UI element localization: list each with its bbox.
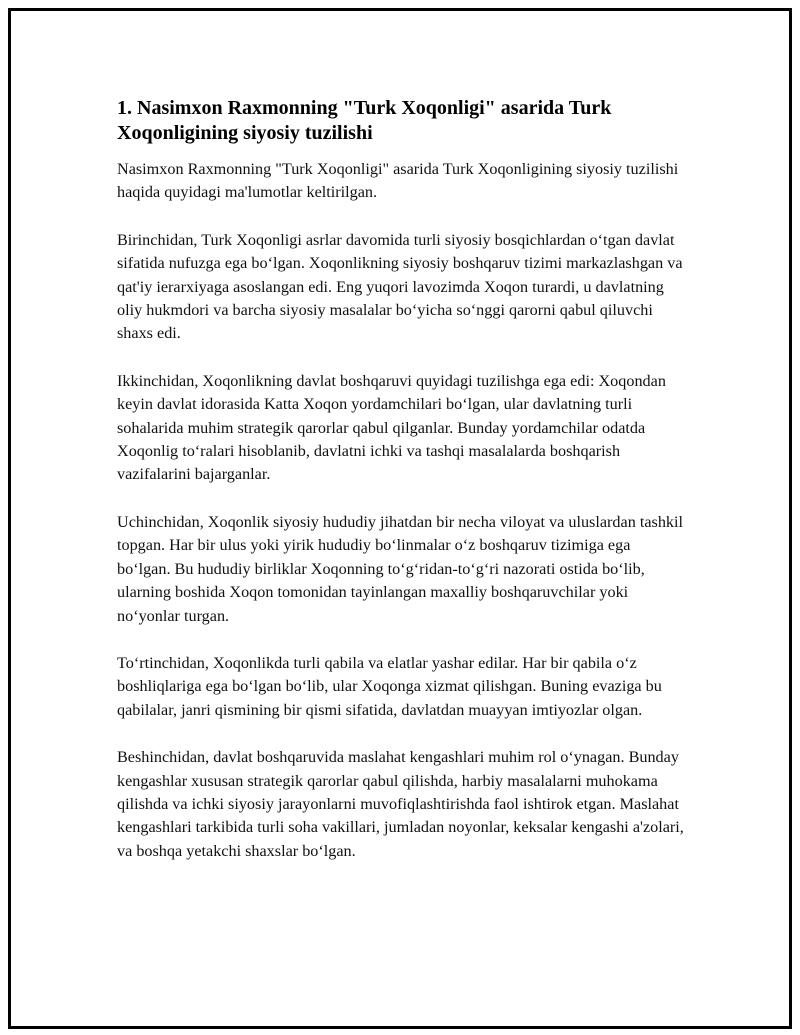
paragraph-fifth: Beshinchidan, davlat boshqaruvida maslahat kengashlari muhim rol o‘ynagan. Bunday kengashlar xususan strategik qarorlar qabul qilishda, harbiy masalalarni muhokama qilishda va ichki siyosiy jarayonlarni muvofiqlashtirishda faol ishtirok etgan. Maslahat kengashlari tarkibida turli soha vakillari, jumladan noyonlar, keksalar kengashi a'zolari, va boshqa yetakchi shaxslar bo‘lgan. — [117, 748, 684, 860]
paragraph-intro: Nasimxon Raxmonning "Turk Xoqonligi" asarida Turk Xoqonligining siyosiy tuzilishi haqida quyidagi ma'lumotlar keltirilgan. — [117, 160, 679, 202]
paragraph-second: Ikkinchidan, Xoqonlikning davlat boshqaruvi quyidagi tuzilishga ega edi: Xoqondan keyin davlat idorasida Katta Xoqon yordamchilari bo‘lgan, ular davlatning turli sohalarida muhim strategik qarorlar qabul qilganlar. Bunday yordamchilar odatda Xoqonlig to‘ralari hisoblanib, davlatni ichki va tashqi masalalarda boshqarish vazifalarini bajarganlar. — [117, 371, 666, 484]
paragraph-first: Birinchidan, Turk Xoqonligi asrlar davomida turli siyosiy bosqichlardan o‘tgan davlat sifatida nufuzga ega bo‘lgan. Xoqonlikning siyosiy boshqaruv tizimi markazlashgan va qat'iy ierarxiyaga asoslangan edi. Eng yuqori lavozimda Xoqon turardi, u davlatning oliy hukmdori va barcha siyosiy masalalar bo‘yicha so‘nggi qarorni qabul qiluvchi shaxs edi. — [117, 230, 683, 343]
paragraph-fourth: To‘rtinchidan, Xoqonlikda turli qabila va elatlar yashar edilar. Har bir qabila o‘z boshliqlariga ega bo‘lgan bo‘lib, ular Xoqonga xizmat qilishgan. Buning evaziga bu qabilalar, janri qismining bir qismi sifatida, davlatdan muayyan imtiyozlar olgan. — [117, 653, 662, 719]
paragraph-third: Uchinchidan, Xoqonlik siyosiy hududiy jihatdan bir necha viloyat va uluslardan tashkil topgan. Har bir ulus yoki yirik hududiy bo‘linmalar o‘z boshqaruv tizimiga ega bo‘lgan. Bu hududiy birliklar Xoqonning to‘g‘ridan-to‘g‘ri nazorati ostida bo‘lib, ularning boshida Xoqon tomonidan tayinlangan maxalliy boshqaruvchilar yoki no‘yonlar turgan. — [117, 512, 684, 625]
document-body — [117, 96, 687, 887]
document-heading: 1. Nasimxon Raxmonning "Turk Xoqonligi" asarida Turk Xoqonligining siyosiy tuzilishi — [117, 97, 612, 144]
